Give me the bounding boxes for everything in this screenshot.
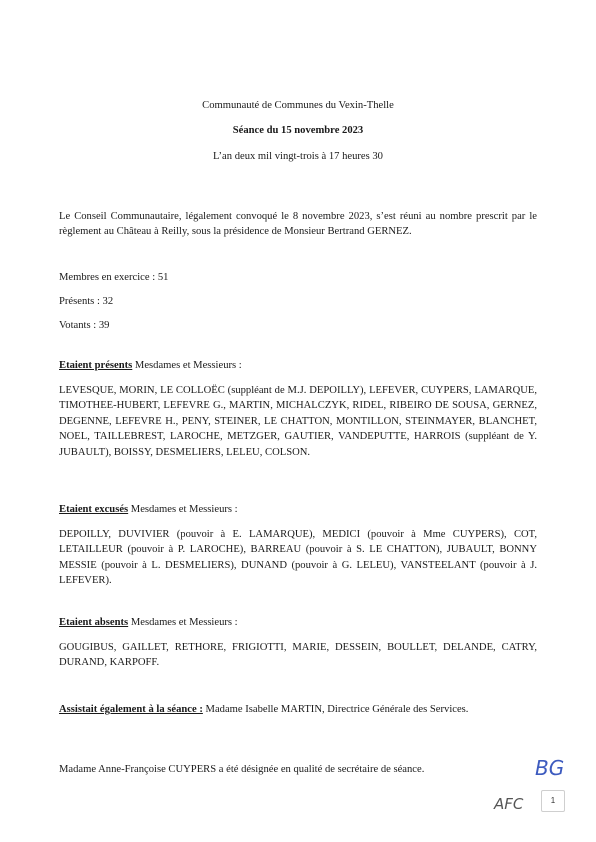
assisted-line bbox=[59, 704, 468, 715]
absent-heading-suffix: Mesdames et Messieurs : bbox=[128, 617, 238, 628]
present-names: LEVESQUE, MORIN, LE COLLOËC (suppléant de M.J. DEPOILLY), LEFEVER, CUYPERS, LAMARQUE, TIMOTHEE-HUBERT, LEFEVRE G., MARTIN, MICHALCZYK, RIDEL, RIBEIRO DE SOUSA, GERNEZ, DEGENNE, LEFEVRE H., PENY, STEINER, LE CHATTON, MONTILLON, STEINMAYER, BLANCHET, NOEL, TAILLEBREST, LAROCHE, METZGER, GAUTIER, VANDEPUTTE, HARROIS (suppléant de Y. JUBAULT), BOISSY, DESMELIERS, LELEU, COLSON. bbox=[59, 385, 537, 458]
page-number: 1 bbox=[541, 790, 565, 812]
excused-names: DEPOILLY, DUVIVIER (pouvoir à E. LAMARQUE), MEDICI (pouvoir à Mme CUYPERS), COT, LETAILLEUR (pouvoir à P. LAROCHE), BARREAU (pouvoir à S. LE CHATTON), JUBAULT, BONNY MESSIE (pouvoir à L. DESMELIERS), DUNAND (pouvoir à G. LELEU), VANSTEELANT (pouvoir à J. LEFEVER). bbox=[59, 529, 537, 587]
absent-names: GOUGIBUS, GAILLET, RETHORE, FRIGIOTTI, MARIE, DESSEIN, BOULLET, DELANDE, CATRY, DURAND, KARPOFF. bbox=[59, 642, 537, 669]
excused-heading: Etaient excusés bbox=[59, 504, 129, 515]
excused-heading-line bbox=[59, 504, 238, 515]
present-heading-suffix: Mesdames et Messieurs : bbox=[132, 360, 242, 371]
secretary-line: Madame Anne-Françoise CUYPERS a été désignée en qualité de secrétaire de séance. bbox=[59, 764, 425, 775]
excused-heading-suffix: Mesdames et Messieurs : bbox=[128, 504, 238, 515]
voters-count: Votants : 39 bbox=[59, 320, 110, 331]
members-count: Membres en exercice : 51 bbox=[59, 272, 169, 283]
present-count: Présents : 32 bbox=[59, 296, 114, 307]
intro-paragraph: Le Conseil Communautaire, légalement convoqué le 8 novembre 2023, s’est réuni au nombre prescrit par le règlement au Château à Reilly, sous la présidence de Monsieur Bertrand GERNEZ. bbox=[59, 211, 537, 238]
organization-name: Communauté de Communes du Vexin-Thelle bbox=[202, 100, 394, 111]
session-title: Séance du 15 novembre 2023 bbox=[232, 125, 364, 136]
initials-signature-afc: AFC bbox=[494, 795, 524, 813]
assisted-text: Madame Isabelle MARTIN, Directrice Générale des Services. bbox=[202, 704, 469, 715]
absent-heading: Etaient absents bbox=[59, 617, 129, 628]
present-heading-line bbox=[59, 360, 242, 371]
absent-heading-line bbox=[59, 617, 238, 628]
present-heading: Etaient présents bbox=[59, 360, 133, 371]
initials-signature-bg: BG bbox=[535, 756, 565, 780]
session-date-line: L’an deux mil vingt-trois à 17 heures 30 bbox=[213, 151, 383, 162]
assisted-heading: Assistait également à la séance : bbox=[59, 704, 203, 715]
